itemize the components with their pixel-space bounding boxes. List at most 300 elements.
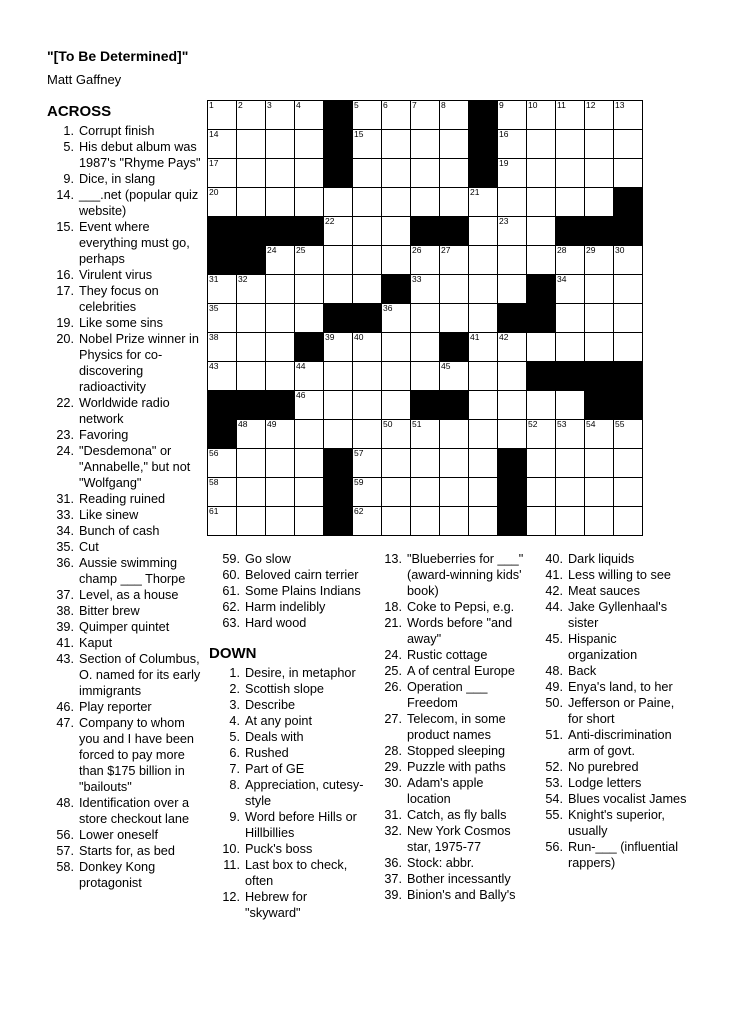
clue-item	[371, 855, 526, 871]
grid-cell-number: 36	[383, 303, 393, 313]
grid-cell[interactable]	[411, 159, 440, 188]
grid-cell[interactable]	[440, 101, 469, 130]
grid-cell[interactable]	[585, 449, 614, 478]
clue-number: 35.	[56, 540, 74, 554]
grid-cell[interactable]	[324, 246, 353, 275]
across-heading: ACROSS	[47, 103, 112, 120]
grid-cell[interactable]	[556, 275, 585, 304]
clue-item	[47, 507, 202, 523]
grid-cell[interactable]	[498, 420, 527, 449]
grid-cell[interactable]	[208, 333, 237, 362]
grid-cell[interactable]	[614, 101, 643, 130]
grid-cell-number: 2	[238, 100, 243, 110]
grid-cell[interactable]	[498, 188, 527, 217]
grid-cell[interactable]	[353, 478, 382, 507]
clue-number: 18.	[384, 600, 402, 614]
grid-cell-number: 44	[296, 361, 306, 371]
clue-text: Hebrew for "skyward"	[245, 890, 308, 920]
clue-item	[532, 663, 687, 679]
clue-item	[209, 551, 364, 567]
grid-cell[interactable]	[237, 420, 266, 449]
grid-cell[interactable]	[614, 420, 643, 449]
grid-cell[interactable]	[237, 101, 266, 130]
grid-cell[interactable]	[469, 333, 498, 362]
grid-cell[interactable]	[527, 391, 556, 420]
grid-cell[interactable]	[498, 333, 527, 362]
grid-cell[interactable]	[440, 304, 469, 333]
grid-block-square	[498, 304, 527, 333]
grid-cell[interactable]	[324, 420, 353, 449]
clue-text: Back	[568, 664, 597, 678]
grid-cell[interactable]	[527, 217, 556, 246]
clue-text: Cut	[79, 540, 99, 554]
grid-cell[interactable]	[411, 275, 440, 304]
grid-cell[interactable]	[208, 275, 237, 304]
grid-block-square	[324, 159, 353, 188]
grid-cell[interactable]	[353, 333, 382, 362]
grid-cell[interactable]	[295, 449, 324, 478]
grid-cell-number: 1	[209, 100, 214, 110]
grid-cell[interactable]	[411, 333, 440, 362]
grid-cell[interactable]	[382, 478, 411, 507]
grid-cell-number: 16	[499, 129, 509, 139]
grid-cell[interactable]	[237, 188, 266, 217]
grid-cell[interactable]	[556, 159, 585, 188]
grid-cell[interactable]	[411, 507, 440, 536]
grid-cell[interactable]	[266, 333, 295, 362]
grid-block-square	[585, 217, 614, 246]
grid-cell[interactable]	[382, 159, 411, 188]
grid-cell[interactable]	[498, 130, 527, 159]
clue-item	[47, 395, 202, 427]
grid-cell[interactable]	[469, 304, 498, 333]
grid-cell[interactable]	[324, 391, 353, 420]
grid-cell[interactable]	[556, 130, 585, 159]
grid-block-square	[382, 275, 411, 304]
grid-block-square	[208, 420, 237, 449]
grid-cell[interactable]	[353, 362, 382, 391]
grid-cell[interactable]	[295, 275, 324, 304]
grid-cell[interactable]	[440, 420, 469, 449]
grid-cell[interactable]	[556, 391, 585, 420]
grid-cell[interactable]	[208, 449, 237, 478]
grid-cell-number: 39	[325, 332, 335, 342]
grid-cell[interactable]	[614, 449, 643, 478]
clue-item	[209, 615, 364, 631]
grid-cell[interactable]	[266, 304, 295, 333]
grid-cell[interactable]	[527, 507, 556, 536]
clue-item	[532, 695, 687, 727]
clue-number: 5.	[63, 140, 74, 154]
clue-number: 50.	[545, 696, 563, 710]
grid-cell[interactable]	[353, 159, 382, 188]
grid-cell[interactable]	[556, 101, 585, 130]
grid-cell[interactable]	[295, 101, 324, 130]
grid-cell[interactable]	[469, 188, 498, 217]
grid-cell[interactable]	[469, 420, 498, 449]
grid-cell[interactable]	[266, 130, 295, 159]
grid-cell[interactable]	[382, 507, 411, 536]
grid-cell[interactable]	[585, 130, 614, 159]
clue-text: Hard wood	[245, 616, 307, 630]
grid-cell[interactable]	[266, 275, 295, 304]
grid-cell[interactable]	[469, 507, 498, 536]
grid-cell[interactable]	[266, 362, 295, 391]
grid-cell[interactable]	[556, 188, 585, 217]
grid-cell[interactable]	[295, 188, 324, 217]
grid-block-square	[469, 130, 498, 159]
grid-cell[interactable]	[353, 449, 382, 478]
clue-number: 20.	[56, 332, 74, 346]
clue-column-2	[209, 551, 364, 921]
clue-number: 24.	[56, 444, 74, 458]
grid-cell[interactable]	[498, 362, 527, 391]
grid-cell[interactable]	[556, 420, 585, 449]
grid-cell[interactable]	[382, 449, 411, 478]
grid-cell[interactable]	[208, 101, 237, 130]
grid-cell-number: 3	[267, 100, 272, 110]
grid-cell[interactable]	[440, 362, 469, 391]
grid-block-square	[266, 391, 295, 420]
clue-number: 9.	[229, 810, 240, 824]
grid-cell[interactable]	[353, 101, 382, 130]
grid-cell[interactable]	[382, 333, 411, 362]
grid-cell[interactable]	[440, 246, 469, 275]
clue-text: Bunch of cash	[79, 524, 160, 538]
grid-cell[interactable]	[614, 333, 643, 362]
grid-cell[interactable]	[411, 130, 440, 159]
clue-item	[532, 551, 687, 567]
grid-cell[interactable]	[527, 101, 556, 130]
grid-block-square	[527, 362, 556, 391]
grid-cell[interactable]	[237, 159, 266, 188]
grid-cell[interactable]	[556, 478, 585, 507]
clue-number: 16.	[56, 268, 74, 282]
grid-cell-number: 17	[209, 158, 219, 168]
grid-cell[interactable]	[527, 188, 556, 217]
grid-cell[interactable]	[353, 130, 382, 159]
clue-item	[209, 681, 364, 697]
grid-cell[interactable]	[266, 449, 295, 478]
clue-item	[371, 599, 526, 615]
grid-cell[interactable]	[237, 362, 266, 391]
grid-cell[interactable]	[266, 507, 295, 536]
grid-cell-number: 38	[209, 332, 219, 342]
grid-cell[interactable]	[614, 246, 643, 275]
grid-cell[interactable]	[324, 217, 353, 246]
clue-number: 17.	[56, 284, 74, 298]
grid-cell[interactable]	[440, 275, 469, 304]
grid-cell[interactable]	[266, 478, 295, 507]
grid-cell[interactable]	[614, 507, 643, 536]
grid-block-square	[411, 217, 440, 246]
grid-cell[interactable]	[527, 449, 556, 478]
grid-cell-number: 61	[209, 506, 219, 516]
clue-item	[532, 727, 687, 759]
clue-item	[371, 871, 526, 887]
clue-item	[532, 631, 687, 663]
clue-item	[47, 795, 202, 827]
grid-cell[interactable]	[498, 217, 527, 246]
grid-cell-number: 14	[209, 129, 219, 139]
grid-cell-number: 40	[354, 332, 364, 342]
clue-text: At any point	[245, 714, 313, 728]
grid-cell[interactable]	[237, 507, 266, 536]
grid-cell[interactable]	[411, 449, 440, 478]
clue-number: 63.	[222, 616, 240, 630]
grid-cell[interactable]	[498, 101, 527, 130]
grid-block-square	[208, 246, 237, 275]
grid-cell[interactable]	[469, 449, 498, 478]
grid-cell[interactable]	[382, 217, 411, 246]
grid-cell[interactable]	[498, 159, 527, 188]
grid-cell[interactable]	[556, 507, 585, 536]
grid-cell[interactable]	[266, 420, 295, 449]
grid-cell[interactable]	[324, 362, 353, 391]
grid-cell[interactable]	[295, 391, 324, 420]
grid-cell[interactable]	[208, 130, 237, 159]
grid-cell[interactable]	[469, 246, 498, 275]
clue-item	[209, 809, 364, 841]
grid-block-square	[614, 217, 643, 246]
grid-cell[interactable]	[208, 188, 237, 217]
grid-cell[interactable]	[527, 478, 556, 507]
grid-cell[interactable]	[208, 478, 237, 507]
grid-cell[interactable]	[411, 420, 440, 449]
clue-number: 46.	[56, 700, 74, 714]
clue-text: Catch, as fly balls	[407, 808, 507, 822]
grid-cell[interactable]	[411, 101, 440, 130]
clue-item	[47, 219, 202, 267]
grid-cell[interactable]	[527, 159, 556, 188]
grid-cell[interactable]	[295, 507, 324, 536]
clue-text: Jake Gyllenhaal's sister	[568, 600, 668, 630]
grid-cell[interactable]	[295, 478, 324, 507]
grid-cell-number: 48	[238, 419, 248, 429]
grid-block-square	[440, 217, 469, 246]
grid-cell[interactable]	[527, 333, 556, 362]
grid-cell[interactable]	[382, 130, 411, 159]
grid-cell[interactable]	[585, 101, 614, 130]
clue-item	[532, 583, 687, 599]
grid-cell[interactable]	[440, 130, 469, 159]
grid-cell[interactable]	[324, 275, 353, 304]
grid-cell[interactable]	[614, 304, 643, 333]
grid-cell[interactable]	[469, 362, 498, 391]
clue-item	[47, 523, 202, 539]
grid-cell[interactable]	[585, 420, 614, 449]
grid-cell[interactable]	[295, 246, 324, 275]
grid-cell[interactable]	[614, 159, 643, 188]
clue-number: 7.	[229, 762, 240, 776]
grid-cell[interactable]	[585, 333, 614, 362]
grid-cell[interactable]	[208, 159, 237, 188]
clue-number: 54.	[545, 792, 563, 806]
clue-item	[371, 775, 526, 807]
clue-text: Hispanic organization	[568, 632, 638, 662]
grid-cell[interactable]	[382, 391, 411, 420]
grid-cell[interactable]	[585, 275, 614, 304]
grid-cell[interactable]	[585, 478, 614, 507]
clue-item	[47, 267, 202, 283]
grid-cell[interactable]	[295, 130, 324, 159]
grid-cell[interactable]	[208, 304, 237, 333]
clue-text: Event where everything must go, perhaps	[79, 220, 190, 266]
clue-number: 40.	[545, 552, 563, 566]
grid-cell[interactable]	[469, 275, 498, 304]
grid-cell[interactable]	[382, 188, 411, 217]
grid-cell[interactable]	[382, 362, 411, 391]
grid-cell[interactable]	[353, 246, 382, 275]
clue-item	[209, 567, 364, 583]
clue-text: Go slow	[245, 552, 291, 566]
grid-cell[interactable]	[237, 333, 266, 362]
clue-item	[371, 807, 526, 823]
clue-number: 22.	[56, 396, 74, 410]
grid-block-square	[585, 362, 614, 391]
grid-cell[interactable]	[353, 188, 382, 217]
grid-cell[interactable]	[411, 304, 440, 333]
clue-column-3	[371, 551, 526, 903]
grid-block-square	[614, 362, 643, 391]
grid-cell[interactable]	[498, 391, 527, 420]
grid-cell[interactable]	[469, 478, 498, 507]
grid-cell[interactable]	[411, 246, 440, 275]
grid-cell[interactable]	[382, 246, 411, 275]
grid-block-square	[324, 507, 353, 536]
grid-cell[interactable]	[440, 159, 469, 188]
clue-text: Aussie swimming champ ___ Thorpe	[79, 556, 186, 586]
grid-cell[interactable]	[411, 362, 440, 391]
grid-cell[interactable]	[440, 507, 469, 536]
clue-text: Adam's apple location	[407, 776, 484, 806]
grid-cell[interactable]	[585, 246, 614, 275]
grid-cell[interactable]	[614, 130, 643, 159]
grid-cell[interactable]	[498, 246, 527, 275]
grid-cell[interactable]	[585, 507, 614, 536]
grid-cell[interactable]	[237, 304, 266, 333]
grid-cell[interactable]	[295, 420, 324, 449]
grid-cell-number: 7	[412, 100, 417, 110]
clue-text: Last box to check, often	[245, 858, 348, 888]
clue-text: Virulent virus	[79, 268, 153, 282]
grid-cell[interactable]	[324, 333, 353, 362]
clue-text: Bitter brew	[79, 604, 140, 618]
grid-cell[interactable]	[353, 217, 382, 246]
grid-cell[interactable]	[411, 478, 440, 507]
grid-cell-number: 30	[615, 245, 625, 255]
grid-cell[interactable]	[237, 130, 266, 159]
clue-text: Word before Hills or Hillbillies	[245, 810, 357, 840]
grid-cell[interactable]	[324, 188, 353, 217]
clue-number: 10.	[222, 842, 240, 856]
grid-cell[interactable]	[440, 478, 469, 507]
clue-text: Blues vocalist James	[568, 792, 687, 806]
clue-text: Harm indelibly	[245, 600, 326, 614]
clue-item	[47, 539, 202, 555]
grid-cell-number: 50	[383, 419, 393, 429]
grid-cell[interactable]	[382, 420, 411, 449]
grid-cell[interactable]	[295, 304, 324, 333]
grid-cell[interactable]	[440, 188, 469, 217]
grid-cell[interactable]	[585, 159, 614, 188]
clue-text: Puzzle with paths	[407, 760, 506, 774]
grid-cell[interactable]	[295, 362, 324, 391]
clue-item	[532, 775, 687, 791]
clue-text: Describe	[245, 698, 296, 712]
grid-block-square	[498, 478, 527, 507]
clue-text: Beloved cairn terrier	[245, 568, 359, 582]
grid-cell[interactable]	[208, 362, 237, 391]
grid-cell[interactable]	[527, 420, 556, 449]
clue-item	[47, 587, 202, 603]
grid-cell[interactable]	[614, 478, 643, 507]
clue-text: Bother incessantly	[407, 872, 511, 886]
grid-cell[interactable]	[237, 478, 266, 507]
clue-number: 53.	[545, 776, 563, 790]
grid-block-square	[324, 304, 353, 333]
grid-block-square	[266, 217, 295, 246]
grid-cell[interactable]	[614, 275, 643, 304]
grid-cell-number: 55	[615, 419, 625, 429]
grid-cell[interactable]	[353, 391, 382, 420]
grid-cell[interactable]	[237, 275, 266, 304]
clue-item	[371, 551, 526, 599]
grid-cell[interactable]	[585, 188, 614, 217]
across-clue-list-continued	[209, 551, 364, 631]
grid-cell[interactable]	[527, 130, 556, 159]
grid-cell-number: 4	[296, 100, 301, 110]
grid-cell[interactable]	[556, 304, 585, 333]
grid-cell-number: 51	[412, 419, 422, 429]
clue-text: ___.net (popular quiz website)	[79, 188, 199, 218]
grid-cell[interactable]	[585, 304, 614, 333]
clue-number: 34.	[56, 524, 74, 538]
grid-cell[interactable]	[266, 246, 295, 275]
grid-cell[interactable]	[556, 449, 585, 478]
clue-number: 3.	[229, 698, 240, 712]
grid-cell[interactable]	[382, 304, 411, 333]
grid-cell-number: 23	[499, 216, 509, 226]
grid-cell[interactable]	[353, 275, 382, 304]
grid-cell[interactable]	[556, 246, 585, 275]
grid-cell[interactable]	[266, 188, 295, 217]
grid-cell[interactable]	[295, 159, 324, 188]
grid-cell-number: 33	[412, 274, 422, 284]
grid-cell[interactable]	[237, 449, 266, 478]
grid-cell[interactable]	[382, 101, 411, 130]
grid-cell[interactable]	[353, 420, 382, 449]
grid-cell[interactable]	[208, 507, 237, 536]
grid-cell[interactable]	[469, 391, 498, 420]
clue-item	[209, 745, 364, 761]
clue-item	[47, 315, 202, 331]
grid-cell[interactable]	[411, 188, 440, 217]
clue-number: 15.	[56, 220, 74, 234]
grid-cell[interactable]	[353, 507, 382, 536]
grid-cell[interactable]	[266, 101, 295, 130]
clue-number: 37.	[384, 872, 402, 886]
grid-cell[interactable]	[556, 333, 585, 362]
grid-cell[interactable]	[527, 246, 556, 275]
clue-number: 58.	[56, 860, 74, 874]
clue-text: Reading ruined	[79, 492, 166, 506]
grid-cell[interactable]	[266, 159, 295, 188]
grid-cell[interactable]	[469, 217, 498, 246]
grid-cell[interactable]	[440, 449, 469, 478]
grid-cell-number: 52	[528, 419, 538, 429]
grid-cell[interactable]	[498, 275, 527, 304]
